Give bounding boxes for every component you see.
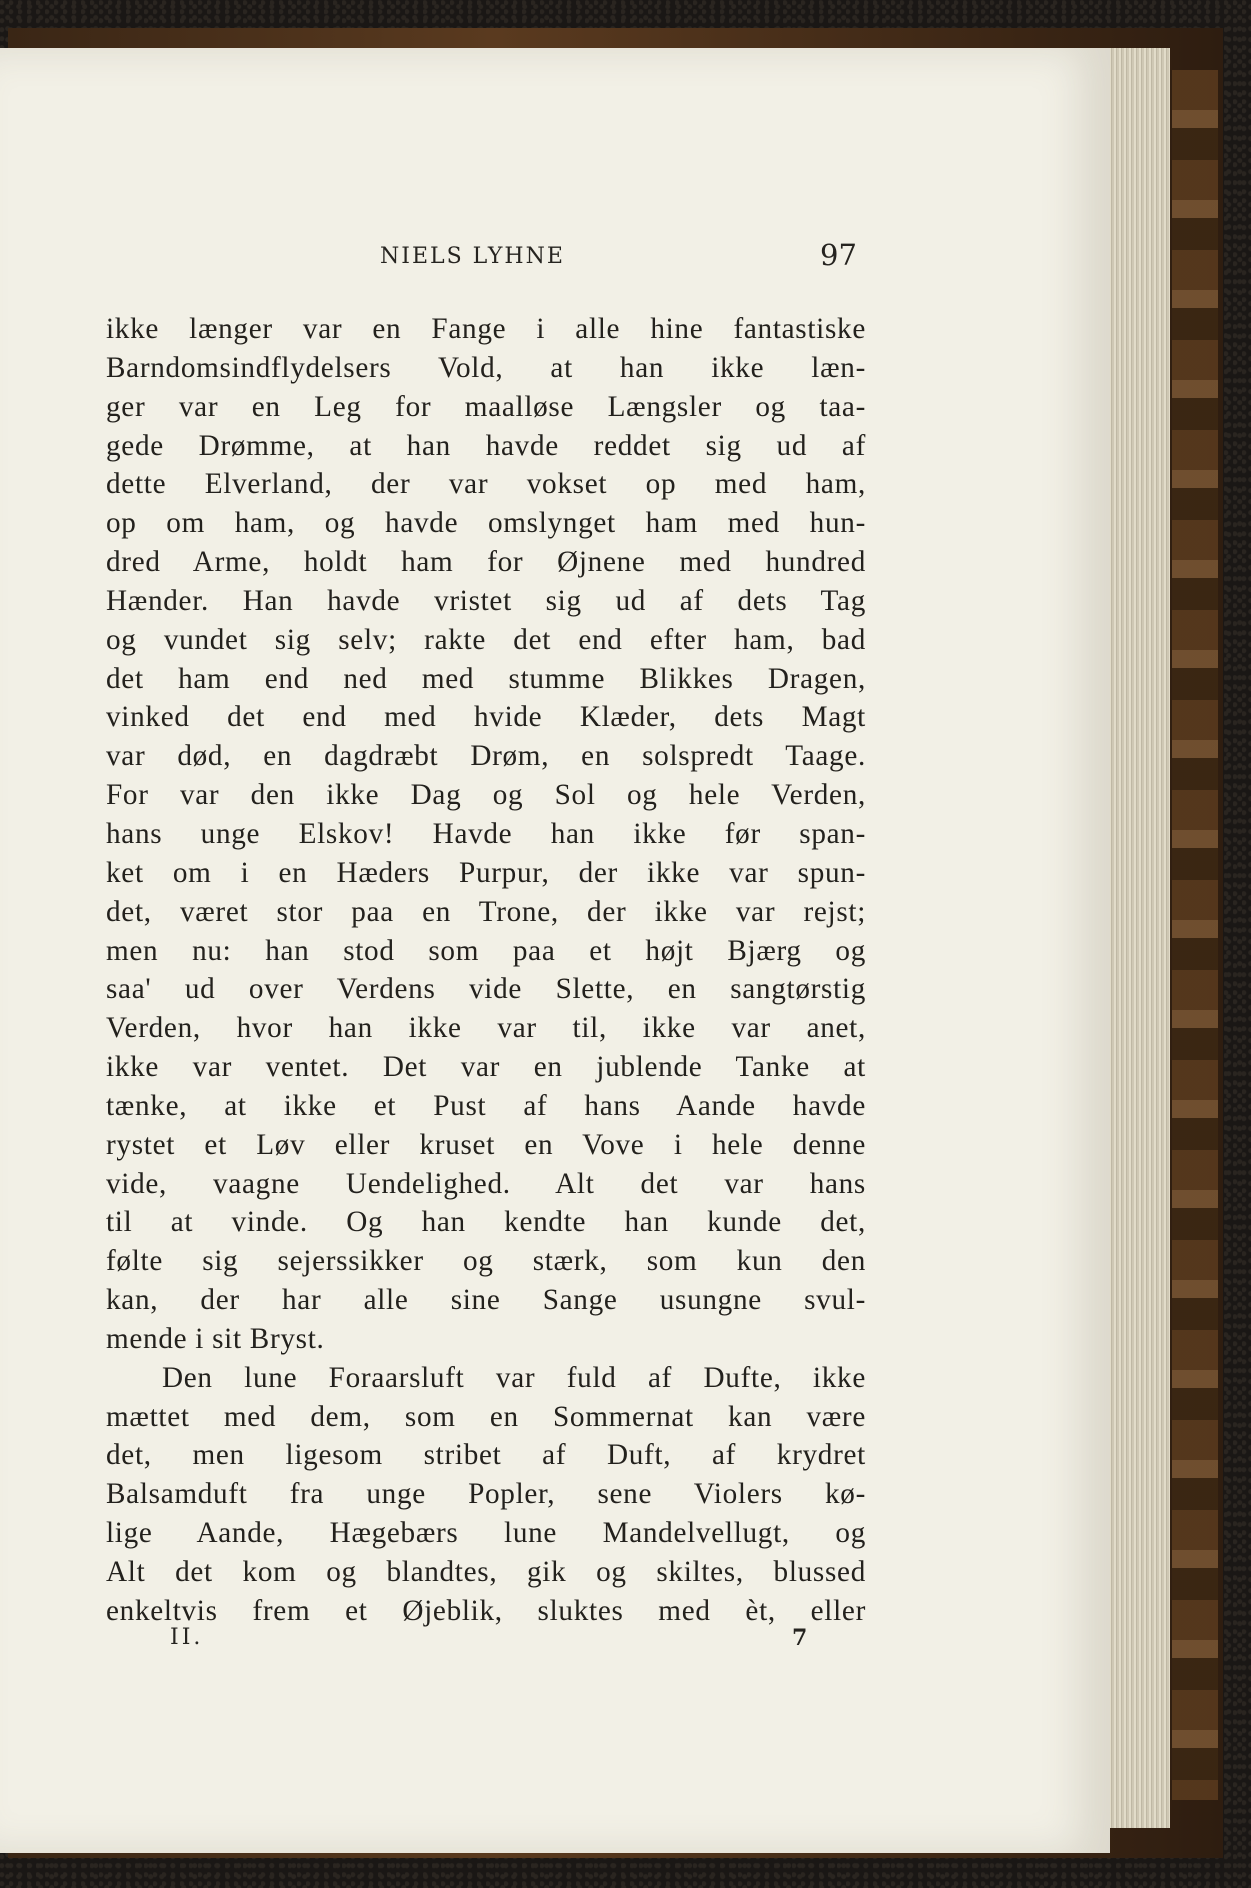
text-line: Balsamduft fra unge Popler, sene Violers kø-	[106, 1478, 866, 1511]
text-line: rystet et Løv eller kruset en Vove i hele denne	[106, 1128, 866, 1161]
page-number: 97	[820, 238, 857, 272]
text-line: det, været stor paa en Trone, der ikke var rejst;	[106, 895, 866, 928]
text-line: og vundet sig selv; rakte det end efter ham, bad	[106, 623, 866, 656]
signature-volume: II.	[170, 1625, 204, 1650]
text-line: hans unge Elskov! Havde han ikke før span-	[106, 817, 866, 850]
text-line: mættet med dem, som en Sommernat kan være	[106, 1400, 866, 1433]
text-line: dred Arme, holdt ham for Øjnene med hundred	[106, 546, 866, 579]
text-line: det ham end ned med stumme Blikkes Dragen,	[106, 662, 866, 695]
text-line: Alt det kom og blandtes, gik og skiltes, blussed	[106, 1556, 866, 1588]
text-line: Verden, hvor han ikke var til, ikke var anet,	[106, 1012, 866, 1045]
text-line: ikke længer var en Fange i alle hine fantastiske	[106, 313, 866, 345]
text-line: Barndomsindflydelsers Vold, at han ikke læn-	[106, 351, 866, 384]
text-line: tænke, at ikke et Pust af hans Aande havde	[106, 1089, 866, 1122]
book-page	[0, 48, 1110, 1853]
text-line: lige Aande, Hægebærs lune Mandelvellugt, og	[106, 1517, 866, 1550]
text-line: til at vinde. Og han kendte han kunde det,	[106, 1206, 866, 1239]
paragraph-end-line: mende i sit Bryst.	[106, 1322, 325, 1355]
text-line: ger var en Leg for maalløse Længsler og taa-	[106, 390, 866, 423]
text-line: ikke var ventet. Det var en jublende Tanke at	[106, 1051, 866, 1084]
text-line: dette Elverland, der var vokset op med ham,	[106, 468, 866, 501]
text-line: ket om i en Hæders Purpur, der ikke var spun-	[106, 856, 866, 889]
paragraph-start-line: Den lune Foraarsluft var fuld af Dufte, ikke	[162, 1361, 866, 1394]
text-line: For var den ikke Dag og Sol og hele Verden,	[106, 779, 866, 812]
text-line: følte sig sejerssikker og stærk, som kun den	[106, 1245, 866, 1278]
text-line: enkeltvis frem et Øjeblik, sluktes med èt, eller	[106, 1594, 866, 1627]
running-title: NIELS LYHNE	[380, 244, 565, 269]
text-line: kan, der har alle sine Sange usungne svul-	[106, 1284, 866, 1317]
text-line: saa' ud over Verdens vide Slette, en sangtørstig	[106, 973, 866, 1006]
signature-number: 7	[792, 1625, 808, 1651]
text-line: var død, en dagdræbt Drøm, en solspredt Taage.	[106, 740, 866, 773]
book-spine-edge	[1172, 70, 1218, 1800]
text-line: det, men ligesom stribet af Duft, af krydret	[106, 1439, 866, 1472]
text-line: vide, vaagne Uendelighed. Alt det var hans	[106, 1167, 866, 1200]
text-line: op om ham, og havde omslynget ham med hun-	[106, 507, 866, 540]
text-line: gede Drømme, at han havde reddet sig ud af	[106, 429, 866, 462]
body-text	[106, 310, 866, 1631]
text-line: vinked det end med hvide Klæder, dets Magt	[106, 701, 866, 734]
text-line: men nu: han stod som paa et højt Bjærg og	[106, 934, 866, 967]
text-line: Hænder. Han havde vristet sig ud af dets Tag	[106, 584, 866, 617]
